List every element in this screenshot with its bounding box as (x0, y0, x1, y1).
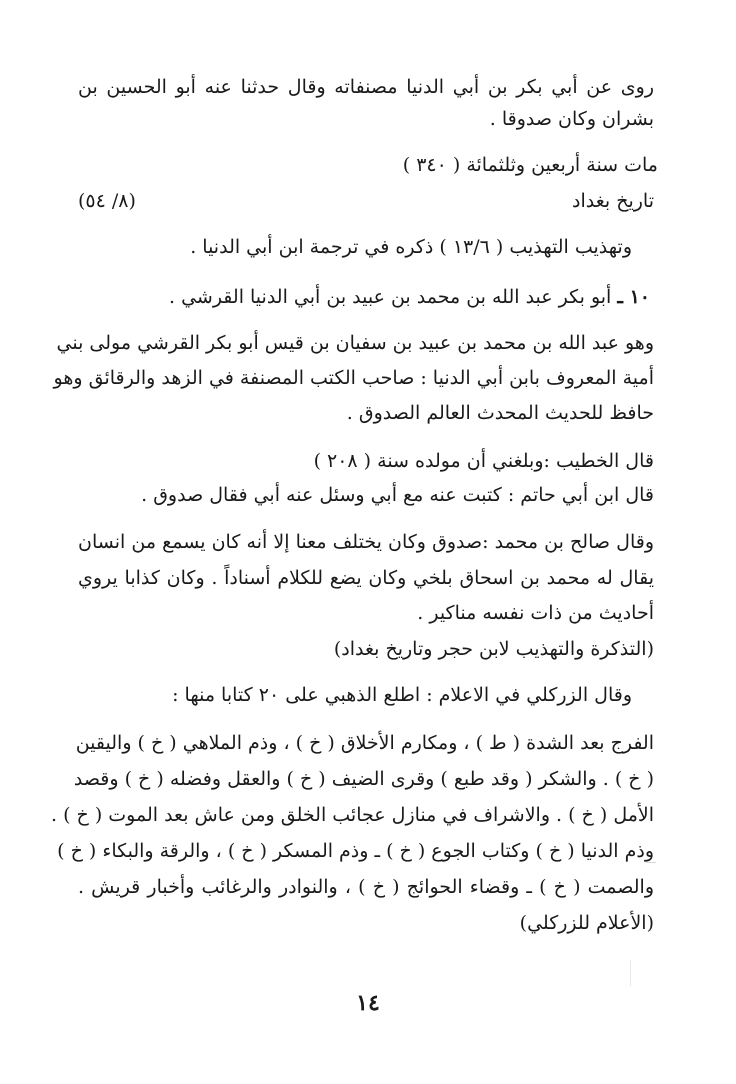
entry-number: ١٠ ـ (617, 286, 650, 308)
text-line: أمية المعروف بابن أبي الدنيا : صاحب الكتب المصنفة في الزهد والرقائق وهو (53, 367, 654, 389)
scan-mark (630, 960, 631, 986)
text-line: أحاديث من ذات نفسه مناكير . (417, 602, 654, 624)
text-line: حافظ للحديث المحدث العالم الصدوق . (346, 402, 654, 424)
page-number: ١٤ (356, 990, 380, 1016)
entry-heading (169, 282, 650, 312)
text-line: يقال له محمد بن اسحاق بلخي وكان يضع للكلام أسناداً . وكان كذابا يروي (78, 567, 654, 589)
citation-line: (الأعلام للزركلي) (519, 912, 654, 934)
reference-volume-page: (٨/ ٥٤) (78, 190, 136, 212)
text-line: قال الخطيب :وبلغني أن مولده سنة ( ٢٠٨ ) (313, 450, 654, 472)
text-line: الفرج بعد الشدة ( ط ) ، ومكارم الأخلاق ( خ ) ، وذم الملاهي ( خ ) واليقين (75, 732, 654, 754)
text-line: وهو عبد الله بن محمد بن عبيد بن سفيان بن قيس أبو بكر القرشي مولى بني (56, 332, 654, 354)
text-line: مات سنة أربعين وثلثمائة ( ٣٤٠ ) (402, 154, 658, 176)
text-line: ( خ ) . والشكر ( وقد طبع ) وقرى الضيف ( خ ) والعقل وفضله ( خ ) وقصد (73, 768, 654, 790)
reference-source: تاريخ بغداد (571, 190, 654, 212)
citation-line: (التذكرة والتهذيب لابن حجر وتاريخ بغداد) (333, 638, 654, 660)
scan-mark (646, 862, 656, 863)
text-line: روى عن أبي بكر بن أبي الدنيا مصنفاته وقال حدثنا عنه أبو الحسين بن (78, 76, 654, 98)
text-line: الأمل ( خ ) . والاشراف في منازل عجائب الخلق ومن عاش بعد الموت ( خ ) . (51, 804, 654, 826)
text-line: وقال الزركلي في الاعلام : اطلع الذهبي على ٢٠ كتابا منها : (172, 684, 632, 706)
entry-title: أبو بكر عبد الله بن محمد بن عبيد بن أبي الدنيا القرشي . (168, 286, 612, 308)
text-line: وتهذيب التهذيب ( ١٣/٦ ) ذكره في ترجمة ابن أبي الدنيا . (190, 236, 632, 258)
text-line: والصمت ( خ ) ـ وقضاء الحوائج ( خ ) ، والنوادر والرغائب وأخبار قريش . (78, 876, 654, 898)
text-line: وذم الدنيا ( خ ) وكتاب الجوع ( خ ) ـ وذم المسكر ( خ ) ، والرقة والبكاء ( خ ) (57, 840, 654, 862)
text-line: وقال صالح بن محمد :صدوق وكان يختلف معنا إلا أنه كان يسمع من انسان (78, 531, 654, 553)
text-line: قال ابن أبي حاتم : كتبت عنه مع أبي وسئل عنه أبي فقال صدوق . (141, 484, 654, 506)
text-line: بشران وكان صدوقا . (489, 108, 654, 130)
reference-line (572, 186, 654, 216)
